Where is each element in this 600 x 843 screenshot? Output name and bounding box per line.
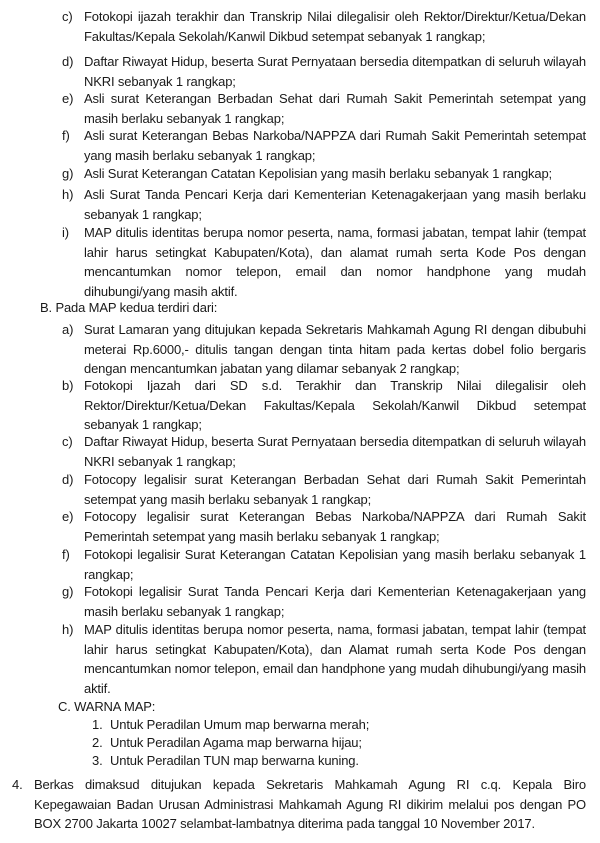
list-item-text: Asli surat Keterangan Bebas Narkoba/NAPPZA dari Rumah Sakit Pemerintah setempat yang masih berlaku sebanyak 1 rangkap; [84, 128, 586, 163]
list-item-text: Untuk Peradilan Agama map berwarna hijau; [110, 735, 362, 750]
numbered-item-4 [12, 775, 586, 834]
list-item [92, 734, 512, 752]
list-item-text: Asli Surat Keterangan Catatan Kepolisian yang masih berlaku sebanyak 1 rangkap; [84, 166, 553, 181]
list-marker: h) [62, 622, 74, 637]
list-marker: e) [62, 91, 74, 106]
list-item [62, 620, 586, 698]
list-item-text: Surat Lamaran yang ditujukan kepada Sekretaris Mahkamah Agung RI dengan dibubuhi meterai Rp.6000,- ditulis tangan dengan tinta hitam pada kertas dobel folio bergaris dengan mencantumkan jabatan yang dilamar sebanyak 2 rangkap; [84, 322, 586, 377]
list-marker: g) [62, 584, 74, 599]
list-item [62, 507, 586, 546]
list-item-text: Fotokopi legalisir Surat Tanda Pencari Kerja dari Kementerian Ketenagakerjaan yang masih berlaku sebanyak 1 rangkap; [84, 584, 586, 619]
list-item-text: Fotokopi Ijazah dari SD s.d. Terakhir dan Transkrip Nilai dilegalisir oleh Rektor/Direktur/Ketua/Dekan Fakultas/Kepala Sekolah/Kanwil Dikbud setempat sebanyak 1 rangkap; [84, 378, 586, 433]
list-item [92, 716, 512, 734]
list-marker: c) [62, 9, 73, 24]
list-marker: h) [62, 187, 74, 202]
list-item [62, 52, 586, 91]
section-c-heading: C. WARNA MAP: [58, 699, 156, 714]
list-marker: 3. [92, 753, 103, 768]
list-item [62, 545, 586, 584]
list-item-text: Daftar Riwayat Hidup, beserta Surat Pernyataan bersedia ditempatkan di seluruh wilayah NKRI sebanyak 1 rangkap; [84, 54, 586, 89]
list-item-text: Berkas dimaksud ditujukan kepada Sekretaris Mahkamah Agung RI c.q. Kepala Biro Kepegawaian Badan Urusan Administrasi Mahkamah Agung RI dikirim melalui pos dengan PO BOX 2700 Jakarta 10027 selambat-lambatnya diterima pada tanggal 10 November 2017. [34, 777, 586, 832]
list-item-text: Untuk Peradilan Umum map berwarna merah; [110, 717, 370, 732]
list-marker: 1. [92, 717, 103, 732]
section-b-heading: B. Pada MAP kedua terdiri dari: [40, 300, 218, 315]
list-item [62, 432, 586, 471]
list-item-text: Fotokopi legalisir Surat Keterangan Catatan Kepolisian yang masih berlaku sebanyak 1 rangkap; [84, 547, 586, 582]
list-item [62, 582, 586, 621]
list-marker: f) [62, 128, 70, 143]
list-item [62, 126, 586, 165]
list-marker: i) [62, 225, 69, 240]
list-item-text: Asli surat Keterangan Berbadan Sehat dari Rumah Sakit Pemerintah setempat yang masih berlaku sebanyak 1 rangkap; [84, 91, 586, 126]
list-marker: d) [62, 54, 74, 69]
list-marker: 2. [92, 735, 103, 750]
list-marker: a) [62, 322, 74, 337]
list-item-text: Fotocopy legalisir surat Keterangan Bebas Narkoba/NAPPZA dari Rumah Sakit Pemerintah setempat yang masih berlaku sebanyak 1 rangkap; [84, 509, 586, 544]
list-item [62, 223, 586, 301]
list-item-text: MAP ditulis identitas berupa nomor peserta, nama, formasi jabatan, tempat lahir (tempat lahir harus setingkat Kabupaten/Kota), dan alamat rumah serta Kode Pos dengan mencantumkan nomor telepon, email dan nomor handphone yang mudah dihubungi/yang masih aktif. [84, 225, 586, 299]
list-item [62, 185, 586, 224]
list-item [62, 7, 586, 46]
list-item-text: Asli Surat Tanda Pencari Kerja dari Kementerian Ketenagakerjaan yang masih berlaku sebanyak 1 rangkap; [84, 187, 586, 222]
list-marker: g) [62, 166, 74, 181]
list-item [62, 376, 586, 435]
list-item [92, 752, 512, 770]
list-item-text: Fotokopi ijazah terakhir dan Transkrip Nilai dilegalisir oleh Rektor/Direktur/Ketua/Dekan Fakultas/Kepala Sekolah/Kanwil Dikbud setempat sebanyak 1 rangkap; [84, 9, 586, 44]
list-item-text: Untuk Peradilan TUN map berwarna kuning. [110, 753, 359, 768]
list-item [62, 164, 586, 184]
list-marker: f) [62, 547, 70, 562]
list-item [62, 320, 586, 379]
list-marker: c) [62, 434, 73, 449]
list-item [62, 470, 586, 509]
list-item [62, 89, 586, 128]
list-marker: e) [62, 509, 74, 524]
list-item-text: Daftar Riwayat Hidup, beserta Surat Pernyataan bersedia ditempatkan di seluruh wilayah NKRI sebanyak 1 rangkap; [84, 434, 586, 469]
list-marker: d) [62, 472, 74, 487]
list-marker: 4. [12, 777, 23, 792]
list-item-text: Fotocopy legalisir surat Keterangan Berbadan Sehat dari Rumah Sakit Pemerintah setempat yang masih berlaku sebanyak 1 rangkap; [84, 472, 586, 507]
list-item-text: MAP ditulis identitas berupa nomor peserta, nama, formasi jabatan, tempat lahir (tempat lahir harus setingkat Kabupaten/Kota), dan Alamat rumah serta Kode Pos dengan mencantumkan nomor telepon, email dan handphone yang mudah dihubungi/yang masih aktif. [84, 622, 586, 696]
list-marker: b) [62, 378, 74, 393]
